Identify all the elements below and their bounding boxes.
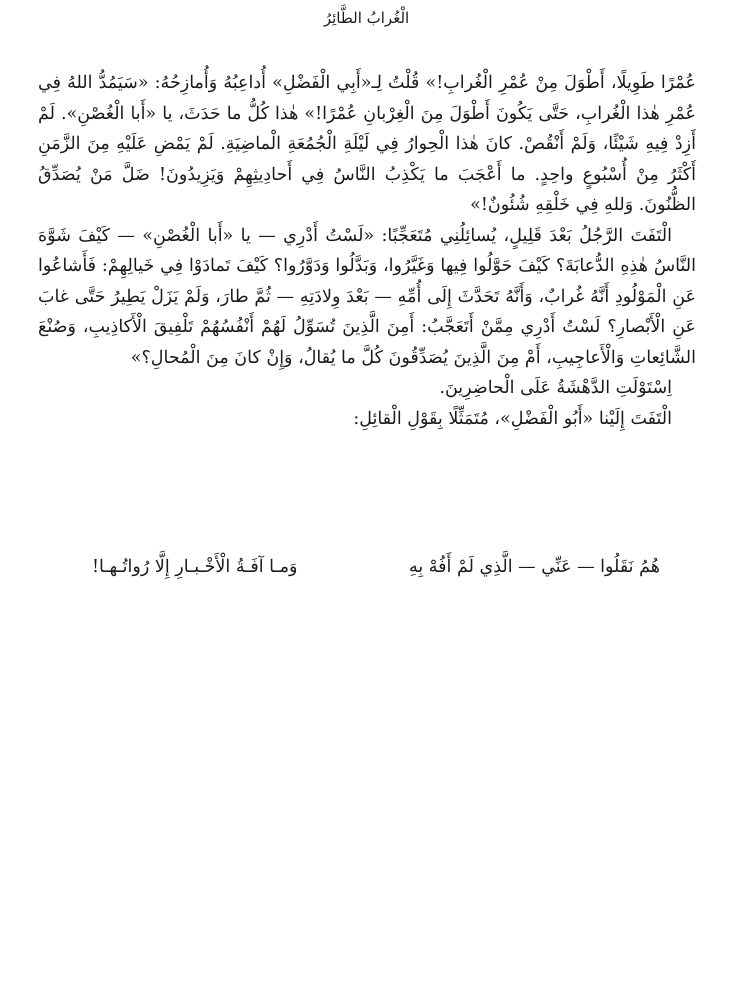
paragraph-2: الْتَفَتَ الرَّجُلُ بَعْدَ قَلِيلٍ، يُسائِلُنِي مُتَعَجِّبًا: «لَسْتُ أَدْرِي — يا «أَبا الْغُصْنِ» — كَيْفَ شَوَّهَ النَّاسُ هٰذِهِ الدُّعابَةَ؟ كَيْفَ حَوَّلُوا فِيها وَغَيَّرُوا، وَبَدَّلُوا وَدَوَّرُوا؟ كَيْفَ تَمادَوْا فِي خَيالِهِمْ: فَأَشاعُوا عَنِ الْمَوْلُودِ أَنَّهُ غُرابٌ، وَأَنَّهُ تَحَدَّثَ إِلَى أُمِّهِ — بَعْدَ وِلادَتِهِ — ثُمَّ طارَ، وَلَمْ يَزَلْ يَطِيرُ حَتَّى غابَ عَنِ الْأَبْصارِ؟ لَسْتُ أَدْرِي مِمَّنْ أَتَعَجَّبُ: أَمِنَ الَّذِينَ تُسَوِّلُ لَهُمْ أَنْفُسُهُمْ تَلْفِيقَ الْأَكاذِيبِ، وَصُنْعَ الشَّائِعاتِ وَالْأَعاجِيبِ، أَمْ مِنَ الَّذِينَ يُصَدِّقُونَ كُلَّ ما يُقالُ، وَإِنْ كانَ مِنَ الْمُحالِ؟» [38,225,696,368]
poetry-verse [92,552,660,582]
verse-second-hemistich: وَمـا آفَـةُ الْأَخْـبـارِ إِلَّا رُواتُـهـا! [92,557,298,577]
page-header-title: الْغُرابُ الطَّائِرُ [323,9,410,27]
paragraph-4: الْتَفَتَ إِلَيْنا «أَبُو الْفَضْلِ»، مُتَمَثِّلًا بِقَوْلِ الْقائِلِ: [353,408,672,429]
paragraph-1: عُمْرًا طَوِيلًا، أَطْوَلَ مِنْ عُمْرِ الْغُرابِ!» قُلْتُ لِـ«أَبِي الْفَضْلِ» أُداعِبُهُ وَأُمازِحُهُ: «سَيَمُدُّ اللهُ فِي عُمْرِ هٰذا الْغُرابِ، حَتَّى يَكُونَ أَطْوَلَ مِنَ الْغِرْبانِ عُمْرًا!» هٰذا كُلُّ ما حَدَثَ، يا «أَبا الْغُصْنِ». لَمْ أَزِدْ فِيهِ شَيْئًا، وَلَمْ أَنْقُصْ. كانَ هٰذا الْحِوارُ فِي لَيْلَةِ الْجُمُعَةِ الْماضِيَةِ. لَمْ يَمْضِ عَلَيْهِ مِنَ الزَّمَنِ أَكْثَرُ مِنْ أُسْبُوعٍ واحِدٍ. ما أَعْجَبَ ما يَكْذِبُ النَّاسُ فِي أَحادِيثِهِمْ وَيَزِيدُونَ! ضَلَّ مَنْ يُصَدِّقُ الظُّنُونَ. وَللهِ فِي خَلْقِهِ شُئُونٌ!» [38,73,696,215]
verse-first-hemistich: هُمُ نَقَلُوا — عَنِّي — الَّذِي لَمْ أَفُهْ بِهِ [408,557,660,577]
paragraph-3: اِسْتَوْلَتِ الدَّهْشَةُ عَلَى الْحاضِرِينَ. [439,378,672,398]
story-text [38,68,696,434]
